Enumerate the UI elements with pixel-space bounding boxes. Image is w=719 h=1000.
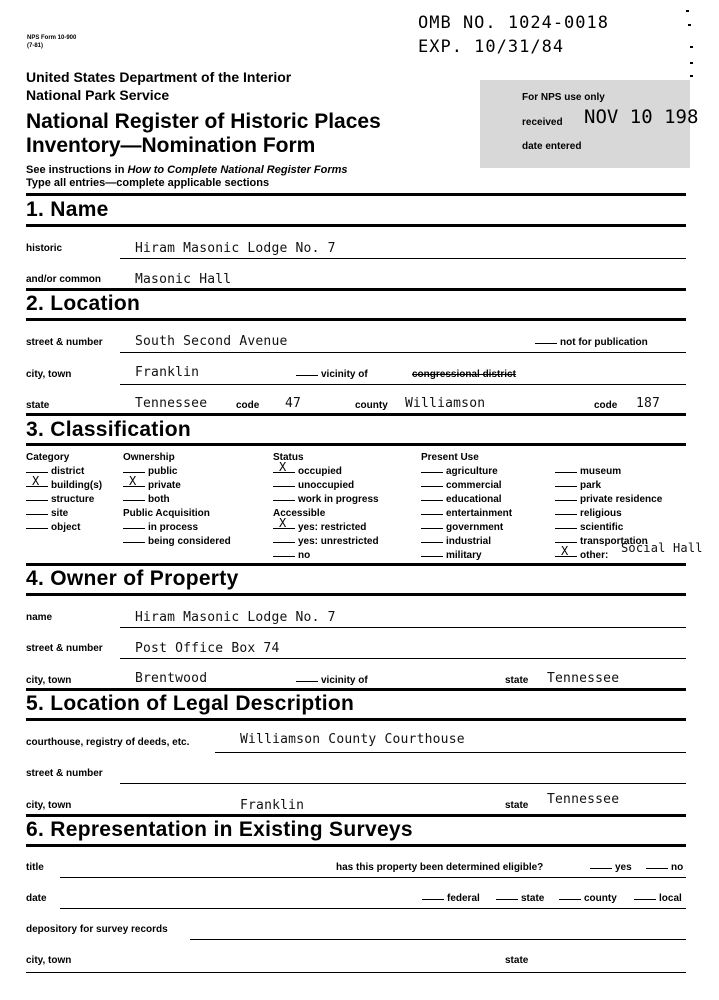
owner-name-label: name bbox=[26, 612, 53, 623]
field-line bbox=[120, 352, 686, 353]
field-line bbox=[215, 752, 686, 753]
use-park[interactable]: park bbox=[555, 479, 662, 493]
eligible-question: has this property been determined eligible? bbox=[336, 862, 544, 873]
accessible-title: Accessible bbox=[273, 508, 326, 519]
category-group bbox=[26, 451, 102, 535]
section-rule bbox=[26, 413, 686, 416]
accessible-no[interactable]: no bbox=[273, 549, 379, 563]
owner-city-value: Brentwood bbox=[135, 671, 208, 686]
field-line bbox=[120, 258, 686, 259]
section-rule bbox=[26, 318, 686, 321]
legal-city-label: city, town bbox=[26, 800, 72, 811]
section-rule bbox=[26, 718, 686, 721]
legal-state-label: state bbox=[505, 800, 529, 811]
use-military[interactable]: military bbox=[421, 549, 512, 563]
courthouse-label: courthouse, registry of deeds, etc. bbox=[26, 737, 190, 748]
ownership-both[interactable]: both bbox=[123, 493, 231, 507]
instructions-line1: See instructions in How to Complete National Register Forms bbox=[26, 164, 348, 176]
field-line bbox=[120, 384, 686, 385]
section-4-heading: 4. Owner of Property bbox=[26, 567, 239, 590]
omb-number: OMB NO. 1024-0018 bbox=[418, 13, 609, 33]
owner-state-label: state bbox=[505, 675, 529, 686]
form-number: NPS Form 10-900 bbox=[27, 35, 77, 41]
field-line bbox=[60, 908, 686, 909]
category-structure[interactable]: structure bbox=[26, 493, 102, 507]
depository-state-label: state bbox=[505, 955, 529, 966]
form-title-line2: Inventory—Nomination Form bbox=[26, 134, 316, 157]
congressional-district: congressional district bbox=[412, 369, 516, 380]
use-agriculture[interactable]: agriculture bbox=[421, 465, 512, 479]
nps-use-box bbox=[480, 80, 699, 168]
state-value: Tennessee bbox=[135, 396, 208, 411]
acquisition-being-considered[interactable]: being considered bbox=[123, 535, 231, 549]
county-value: Williamson bbox=[405, 396, 486, 411]
survey-local[interactable]: local bbox=[634, 893, 682, 904]
acquisition-title: Public Acquisition bbox=[123, 508, 210, 519]
eligible-no[interactable]: no bbox=[646, 862, 683, 873]
status-work-in-progress[interactable]: work in progress bbox=[273, 493, 379, 507]
field-line bbox=[190, 939, 686, 940]
ownership-public[interactable]: public bbox=[123, 465, 231, 479]
instructions-line2: Type all entries—complete applicable sections bbox=[26, 177, 270, 189]
common-name-value: Masonic Hall bbox=[135, 272, 232, 287]
date-entered-label: date entered bbox=[522, 141, 582, 152]
ownership-title: Ownership bbox=[123, 452, 175, 463]
department-name: United States Department of the Interior bbox=[26, 69, 292, 85]
present-use-group bbox=[421, 451, 512, 563]
section-rule bbox=[26, 844, 686, 847]
section-rule bbox=[26, 193, 686, 196]
ownership-private[interactable]: X private bbox=[123, 479, 231, 493]
courthouse-value: Williamson County Courthouse bbox=[240, 732, 465, 747]
city-label: city, town bbox=[26, 369, 72, 380]
use-educational[interactable]: educational bbox=[421, 493, 512, 507]
owner-vicinity: vicinity of bbox=[296, 675, 368, 686]
accessible-restricted[interactable]: X yes: restricted bbox=[273, 521, 379, 535]
county-code-value: 187 bbox=[636, 396, 661, 411]
use-government[interactable]: government bbox=[421, 521, 512, 535]
bottom-rule bbox=[26, 972, 686, 973]
acquisition-in-process[interactable]: in process bbox=[123, 521, 231, 535]
section-rule bbox=[26, 688, 686, 691]
expiration-date: EXP. 10/31/84 bbox=[418, 37, 565, 57]
vicinity-of: vicinity of bbox=[296, 369, 368, 380]
section-6-heading: 6. Representation in Existing Surveys bbox=[26, 818, 413, 841]
legal-city-value: Franklin bbox=[240, 798, 305, 813]
section-2-heading: 2. Location bbox=[26, 292, 141, 315]
use-entertainment[interactable]: entertainment bbox=[421, 507, 512, 521]
status-title: Status bbox=[273, 452, 304, 463]
owner-name-value: Hiram Masonic Lodge No. 7 bbox=[135, 610, 336, 625]
use-commercial[interactable]: commercial bbox=[421, 479, 512, 493]
legal-street-label: street & number bbox=[26, 768, 103, 779]
field-line bbox=[120, 658, 686, 659]
status-occupied[interactable]: X occupied bbox=[273, 465, 379, 479]
state-code-value: 47 bbox=[285, 396, 302, 411]
owner-street-label: street & number bbox=[26, 643, 103, 654]
nps-use-label: For NPS use only bbox=[522, 92, 605, 103]
street-label: street & number bbox=[26, 337, 103, 348]
section-3-heading: 3. Classification bbox=[26, 418, 191, 441]
use-industrial[interactable]: industrial bbox=[421, 535, 512, 549]
form-title-line1: National Register of Historic Places bbox=[26, 110, 381, 133]
category-object[interactable]: object bbox=[26, 521, 102, 535]
state-code-label: code bbox=[236, 400, 260, 411]
city-value: Franklin bbox=[135, 365, 200, 380]
use-museum[interactable]: museum bbox=[555, 465, 662, 479]
use-other[interactable]: X other: bbox=[555, 549, 662, 563]
use-scientific[interactable]: scientific bbox=[555, 521, 662, 535]
form-revision: (7-81) bbox=[27, 43, 44, 49]
historic-name-value: Hiram Masonic Lodge No. 7 bbox=[135, 241, 336, 256]
common-name-label: and/or common bbox=[26, 274, 102, 285]
eligible-yes[interactable]: yes bbox=[590, 862, 632, 873]
section-rule bbox=[26, 224, 686, 227]
status-group bbox=[273, 451, 379, 563]
category-site[interactable]: site bbox=[26, 507, 102, 521]
not-for-publication: not for publication bbox=[535, 337, 648, 348]
section-rule bbox=[26, 443, 686, 446]
state-label: state bbox=[26, 400, 50, 411]
county-code-label: code bbox=[594, 400, 618, 411]
owner-city-label: city, town bbox=[26, 675, 72, 686]
section-rule bbox=[26, 593, 686, 596]
accessible-unrestricted[interactable]: yes: unrestricted bbox=[273, 535, 379, 549]
depository-label: depository for survey records bbox=[26, 924, 168, 935]
other-use-value: Social Hall bbox=[621, 541, 703, 555]
historic-label: historic bbox=[26, 243, 63, 254]
street-value: South Second Avenue bbox=[135, 334, 288, 349]
field-line bbox=[120, 627, 686, 628]
section-5-heading: 5. Location of Legal Description bbox=[26, 692, 355, 715]
category-district[interactable]: district bbox=[26, 465, 102, 479]
use-transportation[interactable]: transportation bbox=[555, 535, 662, 549]
legal-state-value: Tennessee bbox=[547, 792, 620, 807]
survey-county[interactable]: county bbox=[559, 893, 617, 904]
field-line bbox=[60, 877, 686, 878]
survey-date-label: date bbox=[26, 893, 47, 904]
section-1-heading: 1. Name bbox=[26, 198, 109, 221]
category-buildings[interactable]: X building(s) bbox=[26, 479, 102, 493]
owner-street-value: Post Office Box 74 bbox=[135, 641, 280, 656]
ownership-group bbox=[123, 451, 231, 549]
use-religious[interactable]: religious bbox=[555, 507, 662, 521]
survey-federal[interactable]: federal bbox=[422, 893, 480, 904]
present-use-title: Present Use bbox=[421, 452, 479, 463]
owner-state-value: Tennessee bbox=[547, 671, 620, 686]
received-label: received bbox=[522, 117, 563, 128]
survey-state[interactable]: state bbox=[496, 893, 544, 904]
field-line bbox=[120, 783, 686, 784]
service-name: National Park Service bbox=[26, 87, 170, 103]
survey-title-label: title bbox=[26, 862, 44, 873]
status-unoccupied[interactable]: unoccupied bbox=[273, 479, 379, 493]
depository-city-label: city, town bbox=[26, 955, 72, 966]
received-stamp: NOV 10 198 bbox=[584, 106, 699, 128]
section-rule bbox=[26, 814, 686, 817]
use-private-residence[interactable]: private residence bbox=[555, 493, 662, 507]
section-rule bbox=[26, 288, 686, 291]
category-title: Category bbox=[26, 452, 70, 463]
section-rule bbox=[26, 563, 686, 566]
county-label: county bbox=[355, 400, 388, 411]
